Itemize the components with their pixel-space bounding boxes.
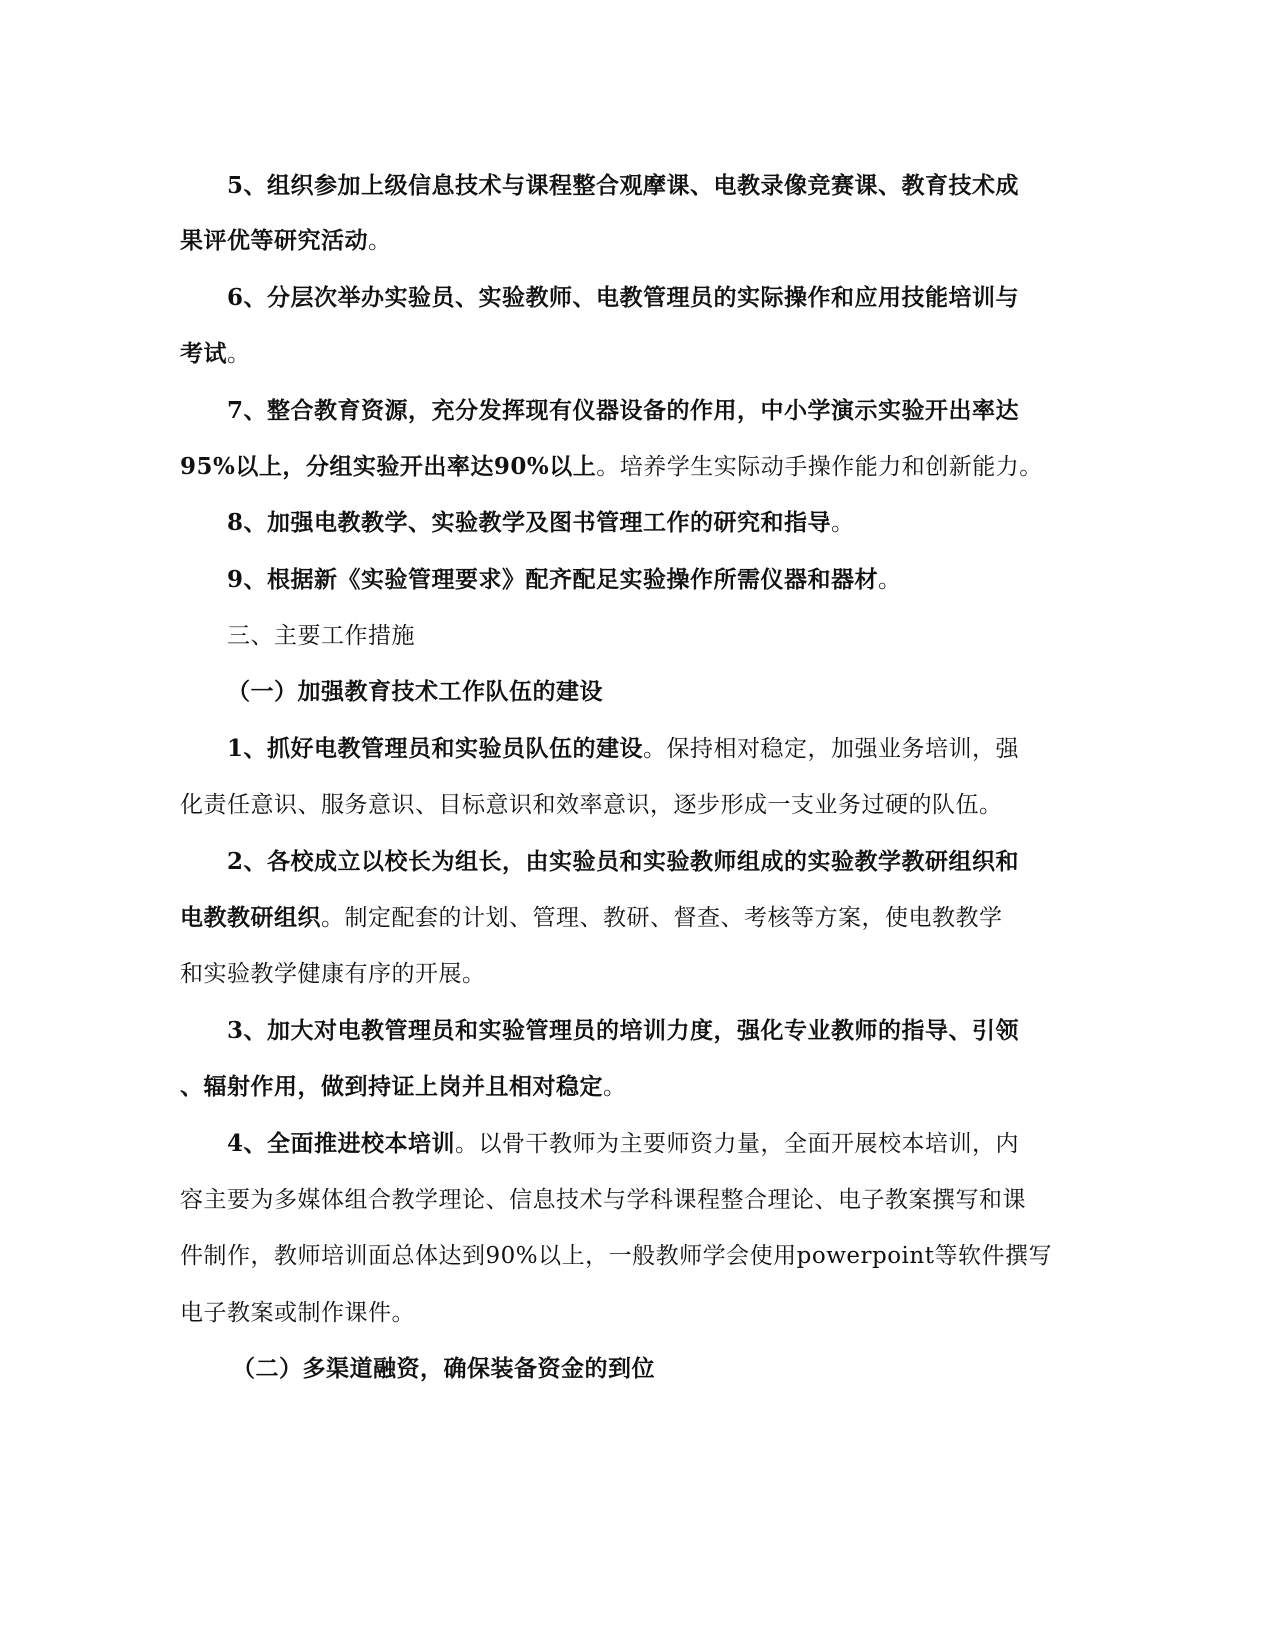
normal-text: 。制定配套的计划、管理、教研、督查、考核等方案，使电教教学 <box>321 905 1003 931</box>
normal-text: 和实验教学健康有序的开展。 <box>180 961 486 987</box>
bold-text: 果评优等研究活动 <box>180 227 368 254</box>
bold-text: 7、整合教育资源，充分发挥现有仪器设备的作用，中小学演示实验开出率达 <box>227 397 1020 424</box>
subsection-heading-2 <box>232 1354 655 1384</box>
normal-text: 。保持相对稳定，加强业务培训，强 <box>643 736 1020 762</box>
bold-text: 6、分层次举办实验员、实验教师、电教管理员的实际操作和应用技能培训与 <box>227 284 1020 311</box>
measure-1-line-1 <box>227 734 1019 764</box>
normal-text: 。培养学生实际动手操作能力和创新能力。 <box>596 454 1043 480</box>
bold-text: 3、加大对电教管理员和实验管理员的培训力度，强化专业教师的指导、引领 <box>227 1017 1020 1044</box>
bold-text: 、辐射作用，做到持证上岗并且相对稳定 <box>180 1073 603 1100</box>
normal-text: 。 <box>878 567 902 593</box>
measure-4-line-4 <box>180 1298 415 1328</box>
paragraph-9 <box>227 565 902 595</box>
measure-2-line-1 <box>227 847 1019 877</box>
section-heading-3 <box>227 621 415 651</box>
normal-text: 电子教案或制作课件。 <box>180 1300 415 1326</box>
paragraph-5-line-2 <box>180 226 392 256</box>
paragraph-8 <box>227 508 855 538</box>
measure-2-line-2 <box>180 903 1003 933</box>
bold-text: 4、全面推进校本培训 <box>227 1130 456 1157</box>
bold-text: 2、各校成立以校长为组长，由实验员和实验教师组成的实验教学教研组织和 <box>227 848 1020 875</box>
measure-2-line-3 <box>180 959 486 989</box>
normal-text: 件制作，教师培训面总体达到90%以上，一般教师学会使用powerpoint等软件撰写 <box>180 1243 1052 1269</box>
bold-text: 8、加强电教教学、实验教学及图书管理工作的研究和指导 <box>227 509 832 536</box>
bold-text: 95%以上，分组实验开出率达90%以上 <box>180 453 597 480</box>
normal-text: 。以骨干教师为主要师资力量，全面开展校本培训，内 <box>455 1131 1020 1157</box>
bold-text: 9、根据新《实验管理要求》配齐配足实验操作所需仪器和器材 <box>227 566 879 593</box>
bold-text: 电教教研组织 <box>180 904 321 931</box>
measure-4-line-3 <box>180 1241 1052 1271</box>
measure-3-line-2 <box>180 1072 627 1102</box>
normal-text: 三、主要工作措施 <box>227 623 415 649</box>
paragraph-6-line-1 <box>227 283 1019 313</box>
measure-1-line-2 <box>180 790 1003 820</box>
measure-3-line-1 <box>227 1016 1019 1046</box>
measure-4-line-2 <box>180 1185 1026 1215</box>
paragraph-7-line-2 <box>180 452 1043 482</box>
normal-text: 。 <box>603 1074 627 1100</box>
normal-text: 。 <box>368 228 392 254</box>
measure-4-line-1 <box>227 1129 1019 1159</box>
subsection-heading-1 <box>227 677 603 707</box>
paragraph-7-line-1 <box>227 396 1019 426</box>
bold-text: 5、组织参加上级信息技术与课程整合观摩课、电教录像竞赛课、教育技术成 <box>227 172 1020 199</box>
normal-text: 。 <box>227 341 251 367</box>
bold-text: （一）加强教育技术工作队伍的建设 <box>227 678 603 705</box>
paragraph-6-line-2 <box>180 339 251 369</box>
bold-text: 考试 <box>180 340 227 367</box>
normal-text: 化责任意识、服务意识、目标意识和效率意识，逐步形成一支业务过硬的队伍。 <box>180 792 1003 818</box>
bold-text: （二）多渠道融资，确保装备资金的到位 <box>232 1355 655 1382</box>
bold-text: 1、抓好电教管理员和实验员队伍的建设 <box>227 735 644 762</box>
paragraph-5-line-1 <box>227 171 1019 201</box>
normal-text: 。 <box>831 510 855 536</box>
normal-text: 容主要为多媒体组合教学理论、信息技术与学科课程整合理论、电子教案撰写和课 <box>180 1187 1026 1213</box>
